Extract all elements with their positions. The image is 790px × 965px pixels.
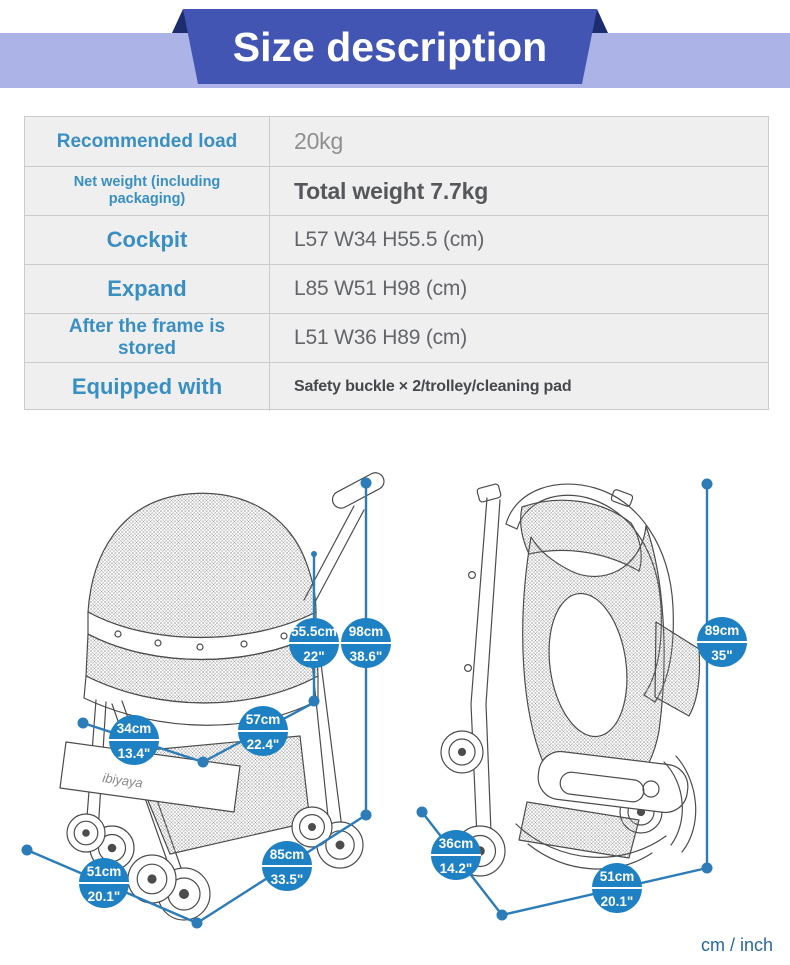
banner (0, 0, 790, 92)
svg-text:55.5cm: 55.5cm (291, 624, 337, 639)
svg-text:36cm: 36cm (438, 836, 474, 851)
svg-text:98cm: 98cm (348, 624, 384, 639)
badge-expanded-length (262, 841, 312, 891)
spec-value-cockpit: L57 W34 H55.5 (cm) (270, 215, 768, 264)
brand-logo: ibiyaya (101, 770, 144, 791)
spec-value-equipped-with: Safety buckle × 2/trolley/cleaning pad (270, 362, 768, 411)
svg-text:13.4": 13.4" (117, 746, 151, 761)
spec-label-recommended-load: Recommended load (25, 117, 270, 166)
spec-table (24, 116, 769, 410)
badge-folded-length (592, 863, 642, 913)
spec-label-cockpit: Cockpit (25, 215, 270, 264)
dimension-diagram (0, 430, 790, 965)
svg-text:38.6": 38.6" (349, 649, 383, 664)
spec-value-frame-stored: L51 W36 H89 (cm) (270, 313, 768, 362)
unit-note: cm / inch (700, 935, 773, 955)
folded-stroller-drawing (438, 483, 700, 876)
badge-folded-height (697, 617, 747, 667)
spec-label-equipped-with: Equipped with (25, 362, 270, 411)
svg-text:57cm: 57cm (245, 712, 281, 727)
spec-label-frame-stored: After the frame is stored (25, 313, 270, 362)
svg-text:22.4": 22.4" (246, 737, 280, 752)
badge-expanded-height (341, 618, 391, 668)
svg-text:85cm: 85cm (269, 847, 305, 862)
spec-value-recommended-load: 20kg (294, 128, 344, 154)
badge-folded-width (431, 830, 481, 880)
svg-text:14.2": 14.2" (439, 861, 473, 876)
spec-label-expand: Expand (25, 264, 270, 313)
badge-cockpit-width (109, 715, 159, 765)
badge-cockpit-length (238, 706, 288, 756)
svg-text:51cm: 51cm (599, 869, 635, 884)
svg-text:22": 22" (303, 649, 325, 664)
badge-expanded-width (79, 858, 129, 908)
svg-text:20.1": 20.1" (87, 889, 121, 904)
svg-text:33.5": 33.5" (270, 872, 304, 887)
expanded-stroller-drawing (60, 470, 387, 920)
svg-text:89cm: 89cm (704, 623, 740, 638)
svg-text:20.1": 20.1" (600, 894, 634, 909)
page-title: Size description (232, 24, 548, 70)
spec-value-expand: L85 W51 H98 (cm) (270, 264, 768, 313)
spec-value-net-weight: Total weight 7.7kg (270, 166, 768, 215)
svg-text:51cm: 51cm (86, 864, 122, 879)
badge-cockpit-height (289, 618, 339, 668)
svg-text:34cm: 34cm (116, 721, 152, 736)
spec-label-net-weight: Net weight (including packaging) (25, 166, 270, 215)
svg-text:35": 35" (711, 648, 733, 663)
